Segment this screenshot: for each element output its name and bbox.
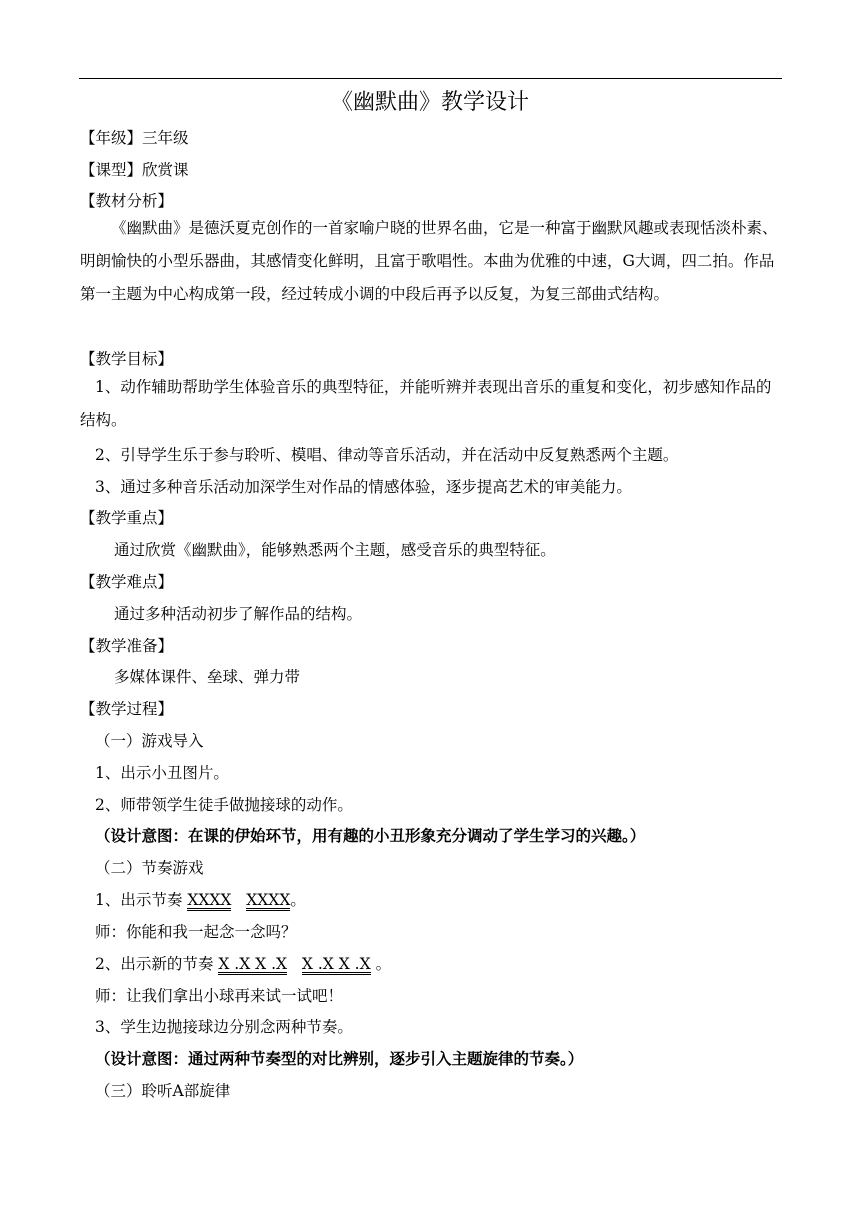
rhythm-suffix: 。	[290, 891, 306, 909]
key-text: 通过欣赏《幽默曲》，能够熟悉两个主题，感受音乐的典型特征。	[114, 541, 556, 559]
prep-heading: 【教学准备】	[80, 637, 174, 655]
analysis-paragraph: 《幽默曲》是德沃夏克创作的一首家喻户晓的世界名曲，它是一种富于幽默风趣或表现恬淡朴素、明朗愉快的小型乐器曲，其感情变化鲜明，且富于歌唱性。本曲为优雅的中速，G大调，四二拍。作品第一主题为中心构成第一段，经过转成小调的中段后再予以反复，为复三部曲式结构。	[80, 219, 778, 303]
goal-item-2: 2、引导学生乐于参与聆听、模唱、律动等音乐活动，并在活动中反复熟悉两个主题。	[95, 446, 679, 464]
rhythm-pattern-b-2: X .X X .X	[301, 955, 371, 973]
header-rule	[79, 78, 782, 79]
lesson-type-line: 【课型】欣赏课	[80, 161, 189, 179]
new-rhythm-label: 2、出示新的节奏	[95, 955, 214, 973]
prep-text: 多媒体课件、垒球、弹力带	[114, 668, 301, 686]
section-2-intent: （设计意图：通过两种节奏型的对比辨别，逐步引入主题旋律的节奏。）	[95, 1049, 584, 1068]
new-rhythm-suffix: 。	[375, 955, 392, 973]
analysis-heading: 【教材分析】	[80, 192, 174, 210]
difficulty-heading: 【教学难点】	[80, 573, 174, 591]
goal-item-1: 1、动作辅助帮助学生体验音乐的典型特征，并能听辨并表现出音乐的重复和变化，初步感知作品的结构。	[80, 378, 772, 429]
section-2-item-1	[95, 890, 306, 911]
section-2-teacher-line-1: 师：你能和我一起念一念吗？	[95, 923, 297, 941]
section-2-heading: （二）节奏游戏	[95, 859, 204, 877]
process-heading: 【教学过程】	[80, 700, 174, 718]
goal-item-3: 3、通过多种音乐活动加深学生对作品的情感体验，逐步提高艺术的审美能力。	[95, 478, 632, 496]
document-title: 《幽默曲》教学设计	[330, 90, 529, 115]
section-2-item-2	[95, 954, 391, 975]
difficulty-text: 通过多种活动初步了解作品的结构。	[114, 605, 363, 623]
rhythm-intro-label: 1、出示节奏	[95, 891, 183, 909]
section-1-item-1: 1、出示小丑图片。	[95, 764, 229, 782]
rhythm-pattern-a-1: XXXX	[187, 891, 232, 909]
key-heading: 【教学重点】	[80, 509, 174, 527]
section-1-intent: （设计意图：在课的伊始环节，用有趣的小丑形象充分调动了学生学习的兴趣。）	[95, 826, 646, 845]
grade-line: 【年级】三年级	[80, 129, 189, 147]
rhythm-pattern-a-2: XXXX	[246, 891, 291, 909]
goals-heading: 【教学目标】	[80, 350, 174, 368]
section-3-heading: （三）聆听A部旋律	[95, 1082, 231, 1100]
section-2-teacher-line-2: 师：让我们拿出小球再来试一试吧！	[95, 987, 344, 1005]
section-1-heading: （一）游戏导入	[95, 732, 204, 750]
rhythm-pattern-b-1: X .X X .X	[218, 955, 288, 973]
section-1-item-2: 2、师带领学生徒手做抛接球的动作。	[95, 796, 353, 814]
section-2-item-3: 3、学生边抛接球边分别念两种节奏。	[95, 1018, 353, 1036]
